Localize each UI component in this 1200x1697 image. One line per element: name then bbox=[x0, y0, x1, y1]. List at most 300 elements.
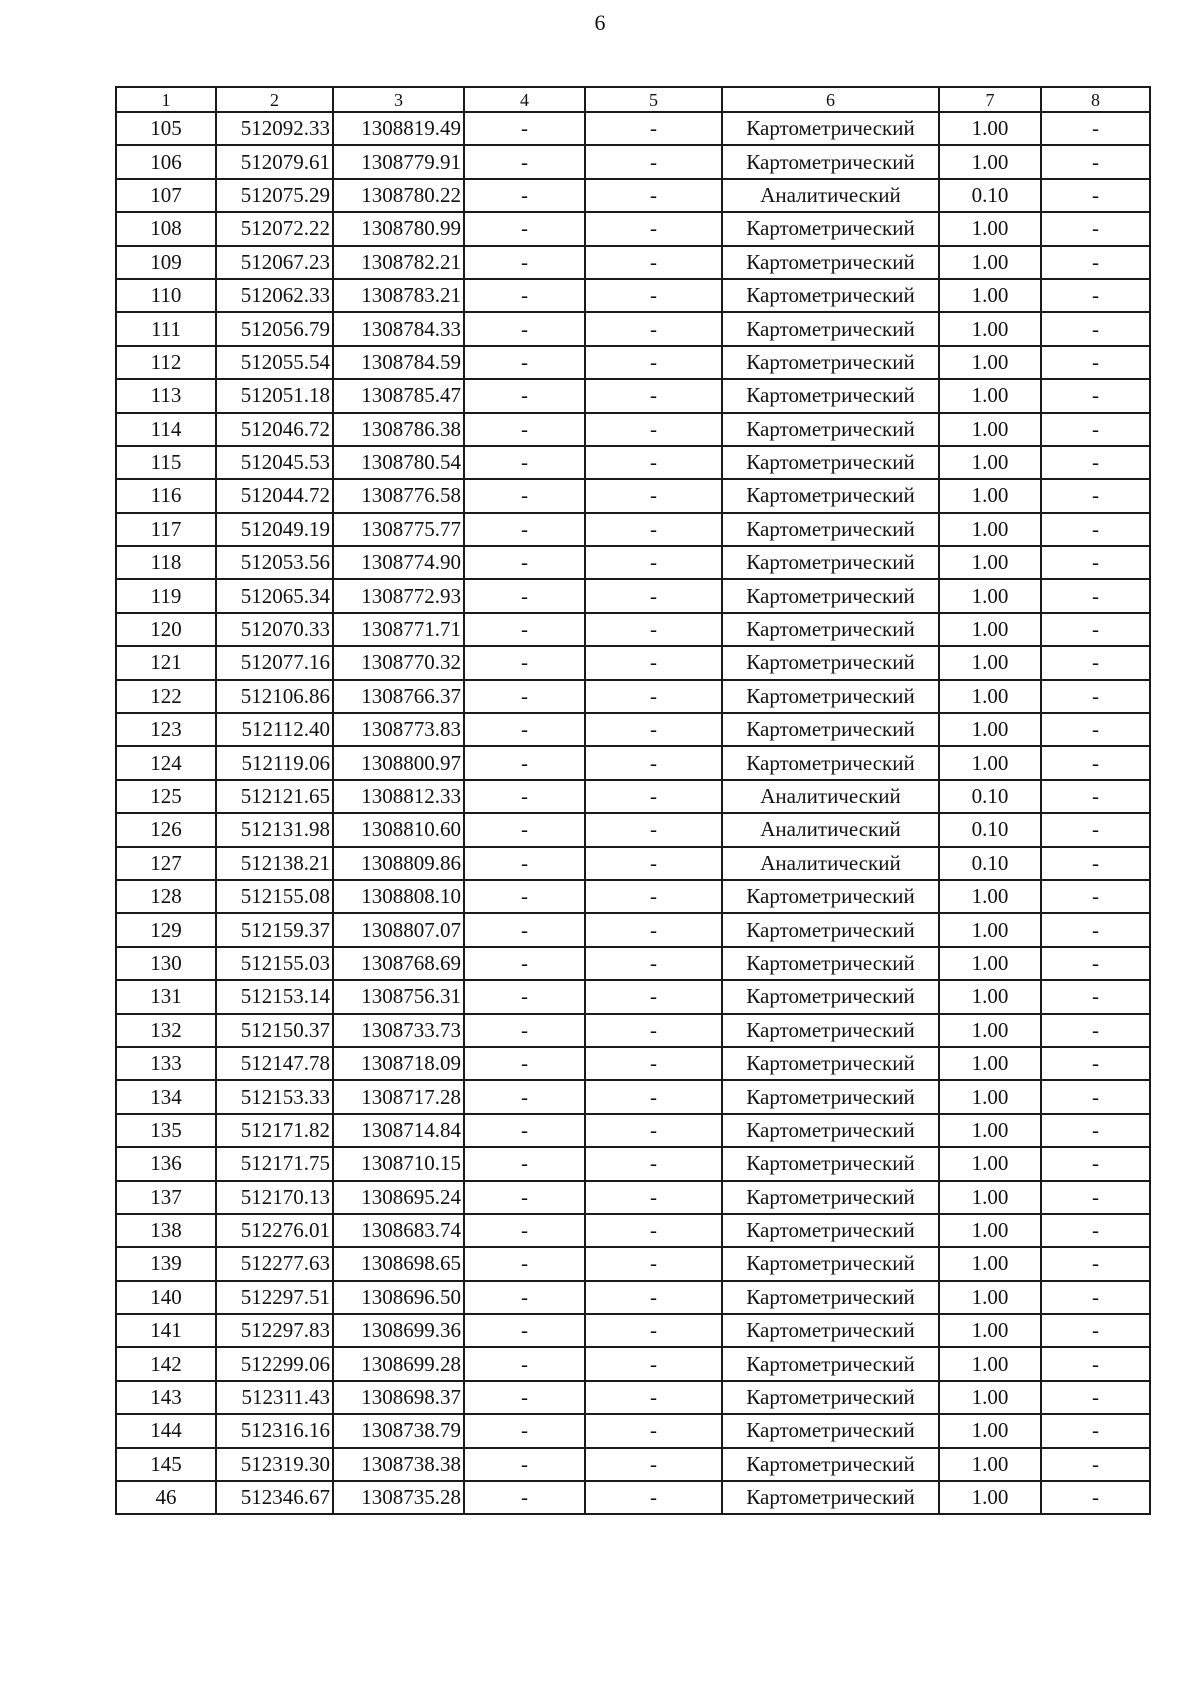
point-number-cell: 131 bbox=[116, 980, 216, 1013]
column-4-cell: - bbox=[464, 513, 585, 546]
y-coordinate-cell: 1308771.71 bbox=[333, 613, 464, 646]
y-coordinate-cell: 1308735.28 bbox=[333, 1481, 464, 1514]
method-cell: Картометрический bbox=[722, 1047, 939, 1080]
column-5-cell: - bbox=[585, 379, 722, 412]
method-cell: Картометрический bbox=[722, 513, 939, 546]
column-5-cell: - bbox=[585, 1114, 722, 1147]
y-coordinate-cell: 1308812.33 bbox=[333, 780, 464, 813]
accuracy-cell: 0.10 bbox=[939, 813, 1041, 846]
point-number-cell: 126 bbox=[116, 813, 216, 846]
accuracy-cell: 1.00 bbox=[939, 446, 1041, 479]
accuracy-cell: 1.00 bbox=[939, 980, 1041, 1013]
column-5-cell: - bbox=[585, 713, 722, 746]
point-number-cell: 143 bbox=[116, 1381, 216, 1414]
x-coordinate-cell: 512346.67 bbox=[216, 1481, 333, 1514]
table-row bbox=[116, 112, 1150, 145]
accuracy-cell: 0.10 bbox=[939, 780, 1041, 813]
table-row bbox=[116, 145, 1150, 178]
x-coordinate-cell: 512046.72 bbox=[216, 413, 333, 446]
point-number-cell: 46 bbox=[116, 1481, 216, 1514]
x-coordinate-cell: 512159.37 bbox=[216, 913, 333, 946]
table-row bbox=[116, 1247, 1150, 1280]
column-4-cell: - bbox=[464, 346, 585, 379]
point-number-cell: 109 bbox=[116, 246, 216, 279]
point-number-cell: 138 bbox=[116, 1214, 216, 1247]
method-cell: Картометрический bbox=[722, 1114, 939, 1147]
accuracy-cell: 1.00 bbox=[939, 413, 1041, 446]
point-number-cell: 119 bbox=[116, 579, 216, 612]
table-row bbox=[116, 1114, 1150, 1147]
column-5-cell: - bbox=[585, 1014, 722, 1047]
column-8-cell: - bbox=[1041, 847, 1150, 880]
accuracy-cell: 1.00 bbox=[939, 1214, 1041, 1247]
method-cell: Картометрический bbox=[722, 680, 939, 713]
y-coordinate-cell: 1308773.83 bbox=[333, 713, 464, 746]
column-8-cell: - bbox=[1041, 1281, 1150, 1314]
point-number-cell: 117 bbox=[116, 513, 216, 546]
column-8-cell: - bbox=[1041, 746, 1150, 779]
method-cell: Картометрический bbox=[722, 646, 939, 679]
point-number-cell: 105 bbox=[116, 112, 216, 145]
column-5-cell: - bbox=[585, 1181, 722, 1214]
column-4-cell: - bbox=[464, 1381, 585, 1414]
x-coordinate-cell: 512131.98 bbox=[216, 813, 333, 846]
column-8-cell: - bbox=[1041, 379, 1150, 412]
column-5-cell: - bbox=[585, 1147, 722, 1180]
table-row bbox=[116, 847, 1150, 880]
column-4-cell: - bbox=[464, 813, 585, 846]
point-number-cell: 113 bbox=[116, 379, 216, 412]
column-8-cell: - bbox=[1041, 1181, 1150, 1214]
point-number-cell: 114 bbox=[116, 413, 216, 446]
column-4-cell: - bbox=[464, 212, 585, 245]
y-coordinate-cell: 1308718.09 bbox=[333, 1047, 464, 1080]
y-coordinate-cell: 1308819.49 bbox=[333, 112, 464, 145]
x-coordinate-cell: 512065.34 bbox=[216, 579, 333, 612]
x-coordinate-cell: 512062.33 bbox=[216, 279, 333, 312]
coordinates-table bbox=[115, 86, 1151, 1515]
column-8-cell: - bbox=[1041, 980, 1150, 1013]
table-row bbox=[116, 1347, 1150, 1380]
method-cell: Картометрический bbox=[722, 346, 939, 379]
method-cell: Картометрический bbox=[722, 1214, 939, 1247]
accuracy-cell: 1.00 bbox=[939, 513, 1041, 546]
column-8-cell: - bbox=[1041, 413, 1150, 446]
method-cell: Картометрический bbox=[722, 1314, 939, 1347]
y-coordinate-cell: 1308779.91 bbox=[333, 145, 464, 178]
table-body bbox=[116, 87, 1150, 1514]
method-cell: Картометрический bbox=[722, 913, 939, 946]
column-5-cell: - bbox=[585, 1247, 722, 1280]
column-4-cell: - bbox=[464, 947, 585, 980]
method-cell: Картометрический bbox=[722, 746, 939, 779]
table-row bbox=[116, 346, 1150, 379]
y-coordinate-cell: 1308782.21 bbox=[333, 246, 464, 279]
point-number-cell: 118 bbox=[116, 546, 216, 579]
accuracy-cell: 1.00 bbox=[939, 646, 1041, 679]
table-row bbox=[116, 279, 1150, 312]
point-number-cell: 108 bbox=[116, 212, 216, 245]
column-5-cell: - bbox=[585, 579, 722, 612]
y-coordinate-cell: 1308770.32 bbox=[333, 646, 464, 679]
accuracy-cell: 1.00 bbox=[939, 1381, 1041, 1414]
x-coordinate-cell: 512147.78 bbox=[216, 1047, 333, 1080]
column-4-cell: - bbox=[464, 246, 585, 279]
column-8-cell: - bbox=[1041, 1114, 1150, 1147]
method-cell: Картометрический bbox=[722, 1448, 939, 1481]
accuracy-cell: 0.10 bbox=[939, 179, 1041, 212]
column-5-cell: - bbox=[585, 1381, 722, 1414]
column-8-cell: - bbox=[1041, 1448, 1150, 1481]
column-4-cell: - bbox=[464, 613, 585, 646]
method-cell: Аналитический bbox=[722, 179, 939, 212]
y-coordinate-cell: 1308780.99 bbox=[333, 212, 464, 245]
x-coordinate-cell: 512299.06 bbox=[216, 1347, 333, 1380]
x-coordinate-cell: 512106.86 bbox=[216, 680, 333, 713]
table-row bbox=[116, 479, 1150, 512]
table-row bbox=[116, 1414, 1150, 1447]
column-5-cell: - bbox=[585, 1214, 722, 1247]
point-number-cell: 132 bbox=[116, 1014, 216, 1047]
point-number-cell: 106 bbox=[116, 145, 216, 178]
y-coordinate-cell: 1308717.28 bbox=[333, 1080, 464, 1113]
table-row bbox=[116, 379, 1150, 412]
y-coordinate-cell: 1308733.73 bbox=[333, 1014, 464, 1047]
x-coordinate-cell: 512079.61 bbox=[216, 145, 333, 178]
accuracy-cell: 1.00 bbox=[939, 346, 1041, 379]
y-coordinate-cell: 1308807.07 bbox=[333, 913, 464, 946]
column-5-cell: - bbox=[585, 212, 722, 245]
x-coordinate-cell: 512051.18 bbox=[216, 379, 333, 412]
point-number-cell: 133 bbox=[116, 1047, 216, 1080]
accuracy-cell: 1.00 bbox=[939, 579, 1041, 612]
method-cell: Картометрический bbox=[722, 1481, 939, 1514]
x-coordinate-cell: 512049.19 bbox=[216, 513, 333, 546]
accuracy-cell: 1.00 bbox=[939, 112, 1041, 145]
column-5-cell: - bbox=[585, 847, 722, 880]
point-number-cell: 107 bbox=[116, 179, 216, 212]
column-5-cell: - bbox=[585, 513, 722, 546]
column-5-cell: - bbox=[585, 680, 722, 713]
column-8-cell: - bbox=[1041, 1314, 1150, 1347]
y-coordinate-cell: 1308738.38 bbox=[333, 1448, 464, 1481]
column-4-cell: - bbox=[464, 413, 585, 446]
y-coordinate-cell: 1308698.37 bbox=[333, 1381, 464, 1414]
x-coordinate-cell: 512170.13 bbox=[216, 1181, 333, 1214]
column-8-cell: - bbox=[1041, 947, 1150, 980]
method-cell: Картометрический bbox=[722, 1147, 939, 1180]
column-5-cell: - bbox=[585, 1414, 722, 1447]
point-number-cell: 139 bbox=[116, 1247, 216, 1280]
table-row bbox=[116, 579, 1150, 612]
method-cell: Картометрический bbox=[722, 379, 939, 412]
column-8-cell: - bbox=[1041, 212, 1150, 245]
column-8-cell: - bbox=[1041, 1347, 1150, 1380]
column-8-cell: - bbox=[1041, 680, 1150, 713]
accuracy-cell: 1.00 bbox=[939, 746, 1041, 779]
y-coordinate-cell: 1308699.28 bbox=[333, 1347, 464, 1380]
method-cell: Аналитический bbox=[722, 847, 939, 880]
x-coordinate-cell: 512092.33 bbox=[216, 112, 333, 145]
method-cell: Картометрический bbox=[722, 246, 939, 279]
accuracy-cell: 1.00 bbox=[939, 1181, 1041, 1214]
method-cell: Картометрический bbox=[722, 1381, 939, 1414]
y-coordinate-cell: 1308780.22 bbox=[333, 179, 464, 212]
y-coordinate-cell: 1308695.24 bbox=[333, 1181, 464, 1214]
column-4-cell: - bbox=[464, 312, 585, 345]
table-row bbox=[116, 446, 1150, 479]
column-4-cell: - bbox=[464, 446, 585, 479]
y-coordinate-cell: 1308774.90 bbox=[333, 546, 464, 579]
column-5-cell: - bbox=[585, 446, 722, 479]
method-cell: Картометрический bbox=[722, 1281, 939, 1314]
accuracy-cell: 1.00 bbox=[939, 312, 1041, 345]
y-coordinate-cell: 1308800.97 bbox=[333, 746, 464, 779]
method-cell: Аналитический bbox=[722, 780, 939, 813]
point-number-cell: 115 bbox=[116, 446, 216, 479]
point-number-cell: 145 bbox=[116, 1448, 216, 1481]
column-8-cell: - bbox=[1041, 546, 1150, 579]
column-4-cell: - bbox=[464, 1114, 585, 1147]
table-row bbox=[116, 1481, 1150, 1514]
accuracy-cell: 1.00 bbox=[939, 212, 1041, 245]
table-row bbox=[116, 179, 1150, 212]
table-row bbox=[116, 1381, 1150, 1414]
column-header-8: 8 bbox=[1041, 87, 1150, 112]
table-row bbox=[116, 413, 1150, 446]
y-coordinate-cell: 1308785.47 bbox=[333, 379, 464, 412]
accuracy-cell: 1.00 bbox=[939, 479, 1041, 512]
y-coordinate-cell: 1308775.77 bbox=[333, 513, 464, 546]
column-8-cell: - bbox=[1041, 479, 1150, 512]
table-row bbox=[116, 1314, 1150, 1347]
column-8-cell: - bbox=[1041, 1047, 1150, 1080]
column-5-cell: - bbox=[585, 246, 722, 279]
table-header-row bbox=[116, 87, 1150, 112]
x-coordinate-cell: 512171.75 bbox=[216, 1147, 333, 1180]
column-8-cell: - bbox=[1041, 446, 1150, 479]
x-coordinate-cell: 512056.79 bbox=[216, 312, 333, 345]
accuracy-cell: 1.00 bbox=[939, 1080, 1041, 1113]
method-cell: Картометрический bbox=[722, 613, 939, 646]
point-number-cell: 127 bbox=[116, 847, 216, 880]
point-number-cell: 124 bbox=[116, 746, 216, 779]
accuracy-cell: 1.00 bbox=[939, 1047, 1041, 1080]
table-row bbox=[116, 1014, 1150, 1047]
column-4-cell: - bbox=[464, 579, 585, 612]
point-number-cell: 121 bbox=[116, 646, 216, 679]
y-coordinate-cell: 1308766.37 bbox=[333, 680, 464, 713]
column-5-cell: - bbox=[585, 913, 722, 946]
column-5-cell: - bbox=[585, 312, 722, 345]
method-cell: Картометрический bbox=[722, 1347, 939, 1380]
method-cell: Картометрический bbox=[722, 112, 939, 145]
column-8-cell: - bbox=[1041, 112, 1150, 145]
x-coordinate-cell: 512319.30 bbox=[216, 1448, 333, 1481]
column-4-cell: - bbox=[464, 1281, 585, 1314]
y-coordinate-cell: 1308699.36 bbox=[333, 1314, 464, 1347]
column-4-cell: - bbox=[464, 1147, 585, 1180]
column-4-cell: - bbox=[464, 1247, 585, 1280]
y-coordinate-cell: 1308696.50 bbox=[333, 1281, 464, 1314]
column-4-cell: - bbox=[464, 1314, 585, 1347]
y-coordinate-cell: 1308780.54 bbox=[333, 446, 464, 479]
accuracy-cell: 1.00 bbox=[939, 1014, 1041, 1047]
table-row bbox=[116, 1047, 1150, 1080]
column-header-3: 3 bbox=[333, 87, 464, 112]
x-coordinate-cell: 512171.82 bbox=[216, 1114, 333, 1147]
x-coordinate-cell: 512119.06 bbox=[216, 746, 333, 779]
column-header-4: 4 bbox=[464, 87, 585, 112]
x-coordinate-cell: 512053.56 bbox=[216, 546, 333, 579]
x-coordinate-cell: 512155.08 bbox=[216, 880, 333, 913]
column-4-cell: - bbox=[464, 646, 585, 679]
accuracy-cell: 1.00 bbox=[939, 1414, 1041, 1447]
accuracy-cell: 1.00 bbox=[939, 913, 1041, 946]
column-header-1: 1 bbox=[116, 87, 216, 112]
accuracy-cell: 1.00 bbox=[939, 1281, 1041, 1314]
table-row bbox=[116, 1214, 1150, 1247]
x-coordinate-cell: 512055.54 bbox=[216, 346, 333, 379]
column-4-cell: - bbox=[464, 1481, 585, 1514]
column-4-cell: - bbox=[464, 746, 585, 779]
method-cell: Картометрический bbox=[722, 145, 939, 178]
method-cell: Картометрический bbox=[722, 279, 939, 312]
y-coordinate-cell: 1308808.10 bbox=[333, 880, 464, 913]
table-row bbox=[116, 1080, 1150, 1113]
column-5-cell: - bbox=[585, 1347, 722, 1380]
column-8-cell: - bbox=[1041, 279, 1150, 312]
column-4-cell: - bbox=[464, 112, 585, 145]
table-row bbox=[116, 1147, 1150, 1180]
column-8-cell: - bbox=[1041, 646, 1150, 679]
accuracy-cell: 1.00 bbox=[939, 1147, 1041, 1180]
x-coordinate-cell: 512121.65 bbox=[216, 780, 333, 813]
x-coordinate-cell: 512112.40 bbox=[216, 713, 333, 746]
accuracy-cell: 1.00 bbox=[939, 246, 1041, 279]
x-coordinate-cell: 512067.23 bbox=[216, 246, 333, 279]
method-cell: Картометрический bbox=[722, 1080, 939, 1113]
column-4-cell: - bbox=[464, 145, 585, 178]
accuracy-cell: 1.00 bbox=[939, 1448, 1041, 1481]
method-cell: Картометрический bbox=[722, 1414, 939, 1447]
x-coordinate-cell: 512077.16 bbox=[216, 646, 333, 679]
method-cell: Аналитический bbox=[722, 813, 939, 846]
point-number-cell: 128 bbox=[116, 880, 216, 913]
column-8-cell: - bbox=[1041, 145, 1150, 178]
table-row bbox=[116, 980, 1150, 1013]
y-coordinate-cell: 1308756.31 bbox=[333, 980, 464, 1013]
column-4-cell: - bbox=[464, 713, 585, 746]
column-5-cell: - bbox=[585, 980, 722, 1013]
column-5-cell: - bbox=[585, 746, 722, 779]
x-coordinate-cell: 512072.22 bbox=[216, 212, 333, 245]
column-8-cell: - bbox=[1041, 713, 1150, 746]
method-cell: Картометрический bbox=[722, 880, 939, 913]
column-8-cell: - bbox=[1041, 880, 1150, 913]
y-coordinate-cell: 1308784.59 bbox=[333, 346, 464, 379]
column-8-cell: - bbox=[1041, 1414, 1150, 1447]
column-4-cell: - bbox=[464, 179, 585, 212]
y-coordinate-cell: 1308783.21 bbox=[333, 279, 464, 312]
y-coordinate-cell: 1308738.79 bbox=[333, 1414, 464, 1447]
point-number-cell: 130 bbox=[116, 947, 216, 980]
accuracy-cell: 1.00 bbox=[939, 1114, 1041, 1147]
column-4-cell: - bbox=[464, 1181, 585, 1214]
point-number-cell: 116 bbox=[116, 479, 216, 512]
point-number-cell: 123 bbox=[116, 713, 216, 746]
column-8-cell: - bbox=[1041, 1147, 1150, 1180]
table-row bbox=[116, 1448, 1150, 1481]
accuracy-cell: 0.10 bbox=[939, 847, 1041, 880]
x-coordinate-cell: 512276.01 bbox=[216, 1214, 333, 1247]
accuracy-cell: 1.00 bbox=[939, 880, 1041, 913]
column-5-cell: - bbox=[585, 179, 722, 212]
column-8-cell: - bbox=[1041, 1481, 1150, 1514]
table-row bbox=[116, 680, 1150, 713]
accuracy-cell: 1.00 bbox=[939, 1347, 1041, 1380]
method-cell: Картометрический bbox=[722, 1014, 939, 1047]
table-row bbox=[116, 212, 1150, 245]
point-number-cell: 129 bbox=[116, 913, 216, 946]
column-5-cell: - bbox=[585, 947, 722, 980]
column-5-cell: - bbox=[585, 880, 722, 913]
method-cell: Картометрический bbox=[722, 947, 939, 980]
method-cell: Картометрический bbox=[722, 446, 939, 479]
column-5-cell: - bbox=[585, 1080, 722, 1113]
column-8-cell: - bbox=[1041, 346, 1150, 379]
point-number-cell: 122 bbox=[116, 680, 216, 713]
column-5-cell: - bbox=[585, 413, 722, 446]
column-5-cell: - bbox=[585, 1448, 722, 1481]
accuracy-cell: 1.00 bbox=[939, 713, 1041, 746]
x-coordinate-cell: 512150.37 bbox=[216, 1014, 333, 1047]
x-coordinate-cell: 512297.83 bbox=[216, 1314, 333, 1347]
column-8-cell: - bbox=[1041, 513, 1150, 546]
table-row bbox=[116, 1181, 1150, 1214]
method-cell: Картометрический bbox=[722, 980, 939, 1013]
accuracy-cell: 1.00 bbox=[939, 947, 1041, 980]
column-8-cell: - bbox=[1041, 312, 1150, 345]
x-coordinate-cell: 512311.43 bbox=[216, 1381, 333, 1414]
table-row bbox=[116, 713, 1150, 746]
x-coordinate-cell: 512153.33 bbox=[216, 1080, 333, 1113]
table-row bbox=[116, 813, 1150, 846]
column-5-cell: - bbox=[585, 1281, 722, 1314]
column-8-cell: - bbox=[1041, 179, 1150, 212]
x-coordinate-cell: 512138.21 bbox=[216, 847, 333, 880]
x-coordinate-cell: 512316.16 bbox=[216, 1414, 333, 1447]
y-coordinate-cell: 1308772.93 bbox=[333, 579, 464, 612]
point-number-cell: 125 bbox=[116, 780, 216, 813]
point-number-cell: 142 bbox=[116, 1347, 216, 1380]
column-4-cell: - bbox=[464, 479, 585, 512]
table-row bbox=[116, 1281, 1150, 1314]
column-8-cell: - bbox=[1041, 1214, 1150, 1247]
column-8-cell: - bbox=[1041, 246, 1150, 279]
column-5-cell: - bbox=[585, 613, 722, 646]
column-4-cell: - bbox=[464, 913, 585, 946]
table-row bbox=[116, 646, 1150, 679]
column-4-cell: - bbox=[464, 680, 585, 713]
table-row bbox=[116, 513, 1150, 546]
column-8-cell: - bbox=[1041, 579, 1150, 612]
point-number-cell: 137 bbox=[116, 1181, 216, 1214]
y-coordinate-cell: 1308683.74 bbox=[333, 1214, 464, 1247]
y-coordinate-cell: 1308810.60 bbox=[333, 813, 464, 846]
accuracy-cell: 1.00 bbox=[939, 546, 1041, 579]
table-row bbox=[116, 780, 1150, 813]
